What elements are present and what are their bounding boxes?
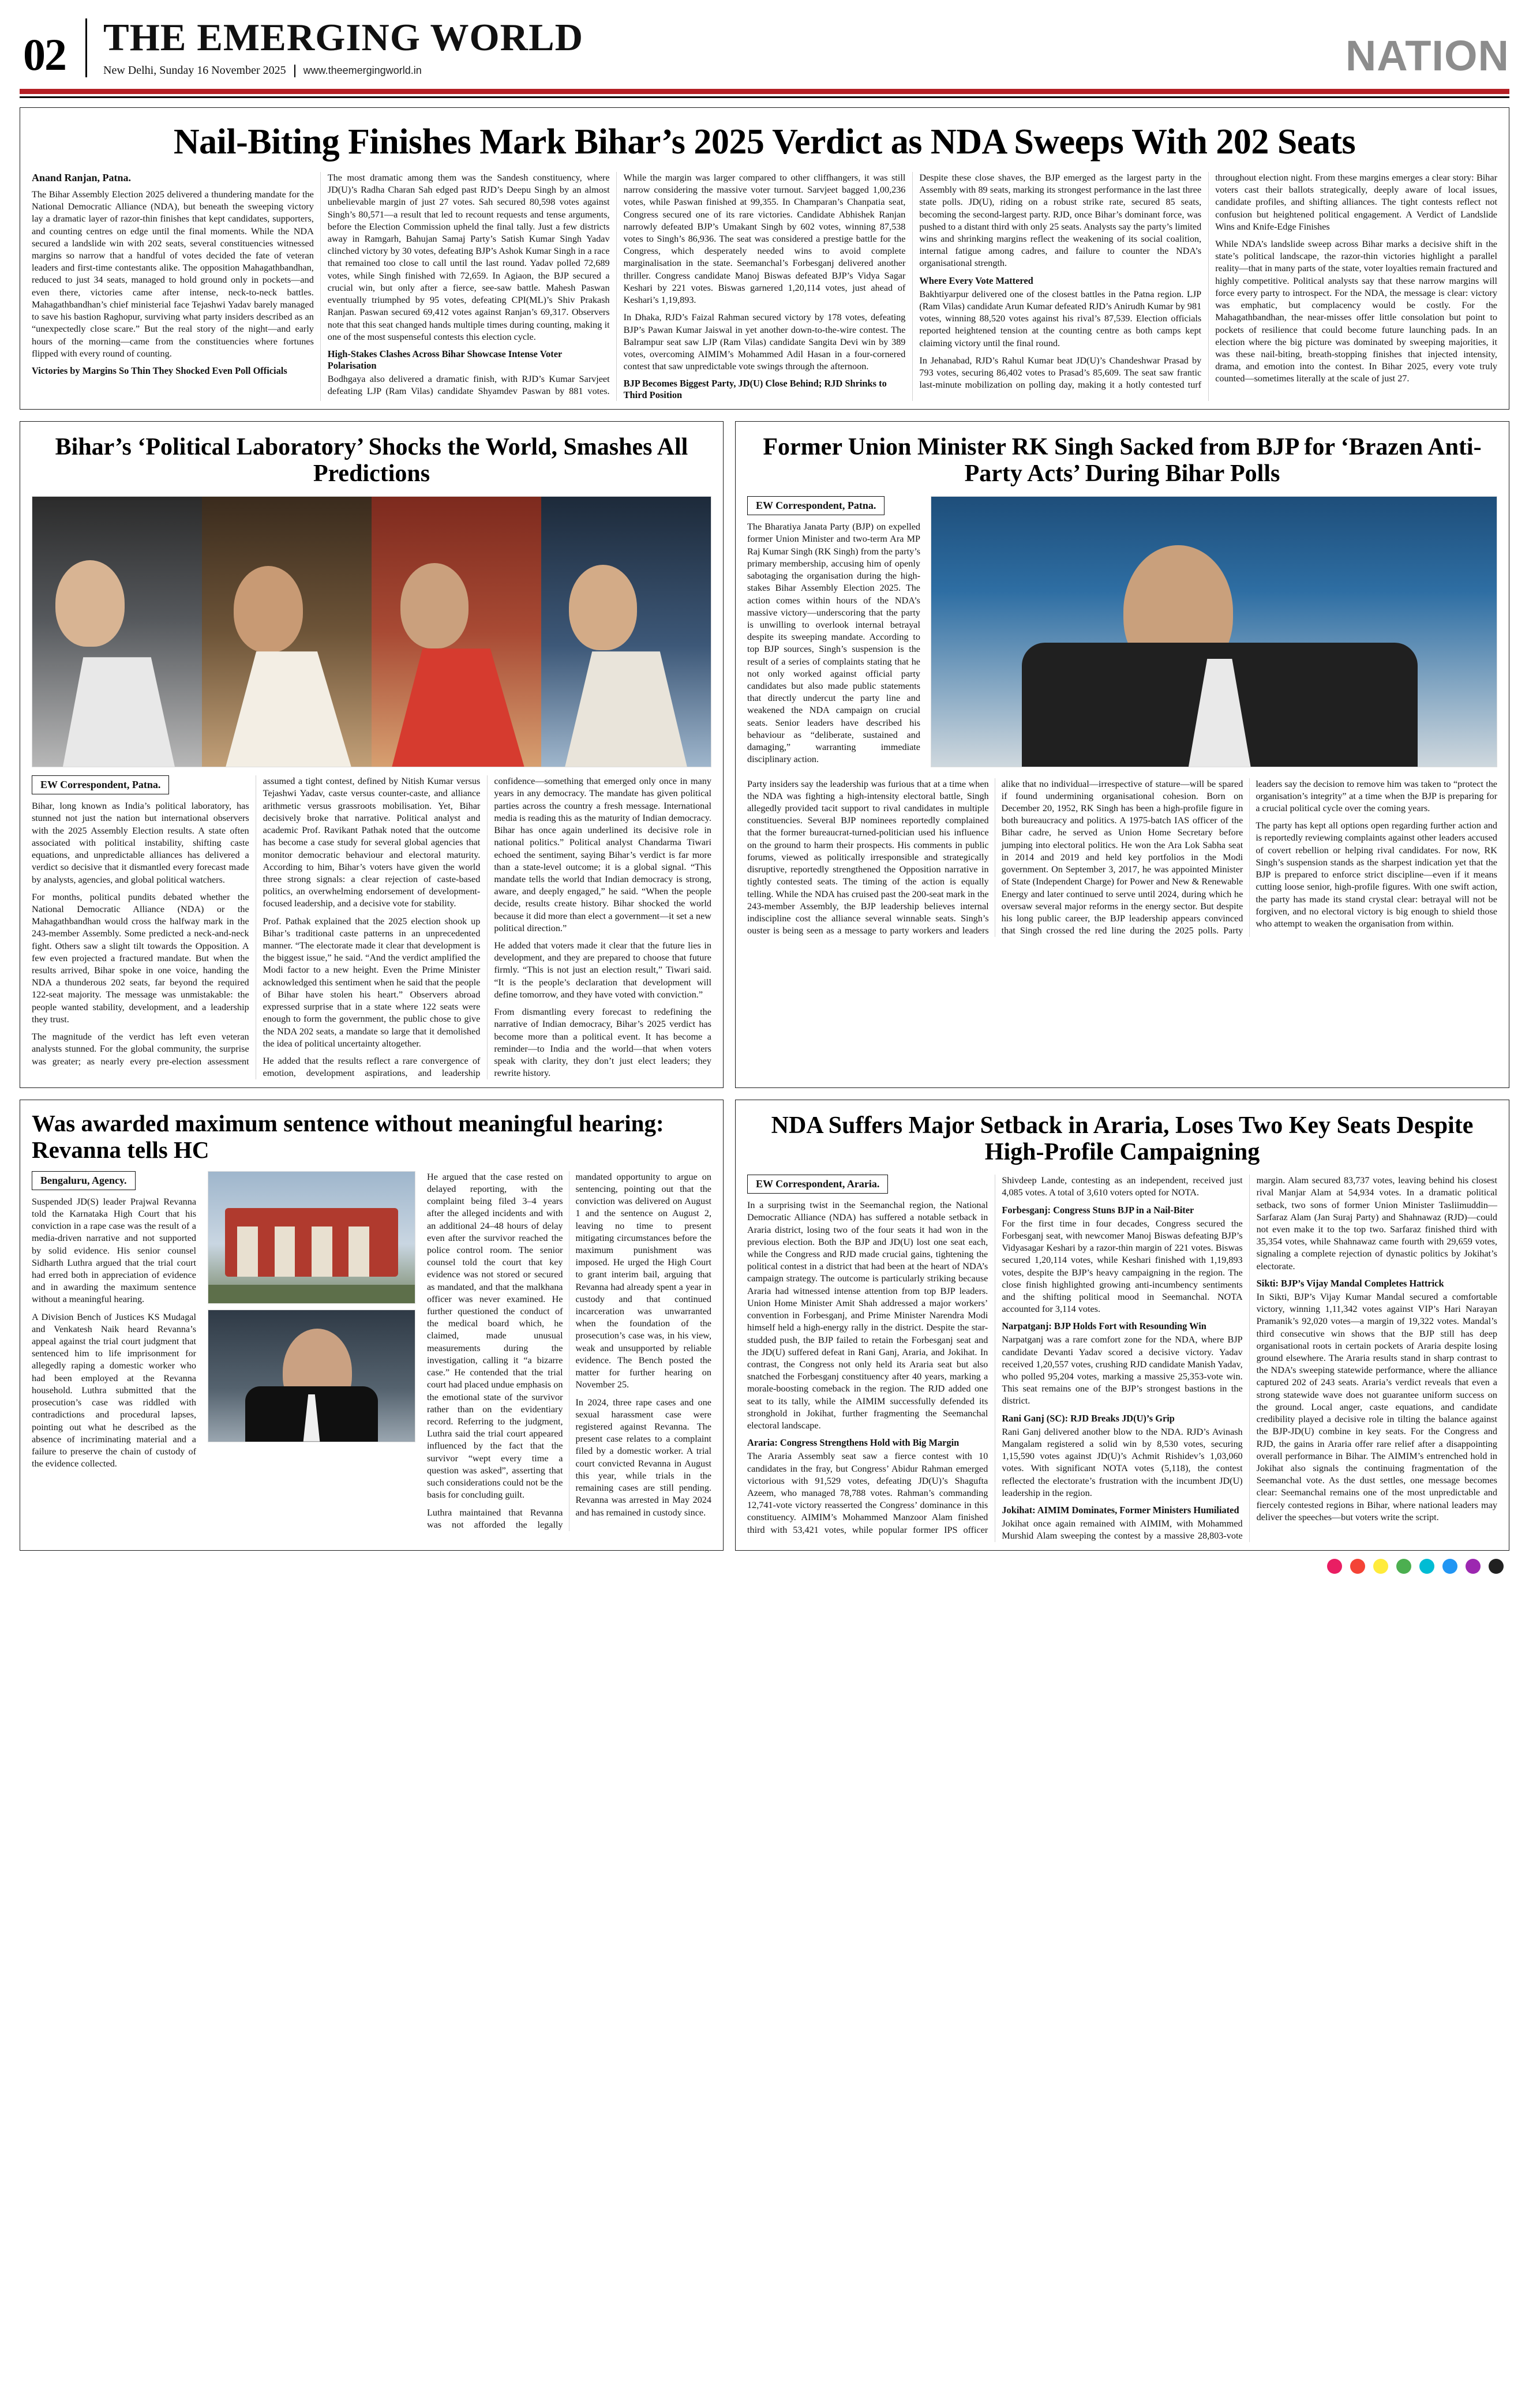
laboratory-body	[32, 775, 711, 1079]
photo-karnataka-high-court	[208, 1171, 415, 1304]
paragraph: Despite these close shaves, the BJP emerged as the largest party in the Assembly with 89 seats, marking its strongest performance in the last three state polls. JD(U), riding on a robust strike rate, secured 85 seats, becoming the second-largest party. RJD, once Bihar’s dominant force, was pushed to a distant third with only 25 seats. Analysts say the party’s limited wins and shrinking margins reflect the weakening of its social coalition, internal fatigue among cadres, and failure to counter the NDA’s organisational strength.	[919, 172, 1202, 269]
paragraph: While NDA’s landslide sweep across Bihar marks a decisive shift in the state’s political landscape, the razor-thin victories highlight a parallel reality—that in many parts of the state, voter loyalties remain fractured and highly competitive. Political analysts say that these narrow margins will force every party to introspect. For the NDA, the message is clear: victory was emphatic, but complacency would be costly. For the Mahagathbandhan, the near-misses offer little consolation but point to pockets of resilience that could become future launching pads. In an election where the big picture was dominated by sweeping majorities, it was these nail-biting, breath-stopping finishes that injected intensity, drama, and emotion into the contest. In Bihar 2025, every vote truly counted—sometimes literally at the scale of just 27.	[1215, 239, 1497, 384]
rk-singh-byline: EW Correspondent, Patna.	[747, 496, 885, 515]
paragraph: In a surprising twist in the Seemanchal region, the National Democratic Alliance (NDA) has suffered a notable setback in Araria district, losing two of the four seats it had won in the previous election. Both the BJP and JD(U) lost one seat each, while the Congress and RJD made crucial gains, tightening the political contest in a district that had been at the heart of NDA’s campaign strategy. The outcome is particularly striking because Araria had witnessed intense attention from top BJP leaders. Union Home Minister Amit Shah addressed a major workers’ convention in Forbesganj, and Prime Minister Narendra Modi himself held a high-energy rally in the district. Despite the star-studded push, the BJP failed to retain the Forbesganj seat and the JD(U) suffered defeat in Rani Ganj, Araria, and Jokihat. In contrast, the Congress not only held its Araria seat but also snatched the Forbesganj constituency after 40 years, marking a morale-boosting comeback in the region. The RJD added one seat to its tally, while the AIMIM successfully defended its stronghold in Jokihat, further fragmenting the Seemanchal electoral landscape.	[747, 1200, 988, 1431]
subheading: Jokihat: AIMIM Dominates, Former Ministers Humiliated	[1002, 1505, 1239, 1516]
paragraph: In Dhaka, RJD’s Faizal Rahman secured victory by 178 votes, defeating BJP’s Pawan Kumar Jaiswal in yet another down-to-the-wire contest. The Balrampur seat saw LJP (Ram Vilas) candidate Sangita Devi win by 389 votes, overcoming AIMIM’s Mohammed Adil Hasan in a four-cornered contest that saw unpredictable vote swings through the afternoon.	[623, 312, 906, 372]
paragraph: He argued that the case rested on delayed reporting, with the complaint being filed 3–4 years after the alleged incidents and with an additional 24–48 hours of delay even after the survivor reached the police control room. The senior counsel told the court that key evidence was not stored or secured as mandated, and that the malkhana officer was never examined. He further questioned the conduct of the medical board which, he claimed, made unusual measurements during the investigation, calling it “a bizarre case.” He contended that the trial court had placed undue emphasis on the emotional state of the survivor rather than on the evidentiary record. Referring to the judgment, Luthra said the trial court appeared influenced by the fact that the survivor “wept every time a question was asked”, asserting that such considerations could not be the basis for concluding guilt.	[427, 1171, 563, 1501]
revanna-grid	[32, 1171, 711, 1531]
masthead-rule-black	[20, 96, 1509, 98]
registration-dot	[1466, 1559, 1481, 1574]
paragraph: In 2024, three rape cases and one sexual harassment case were registered against Revanna. The present case relates to a complaint filed by a domestic worker. A trial court convicted Revanna in August this year, while trials in the remaining cases are still pending. Revanna was arrested in May 2024 and has remained in custody since.	[575, 1397, 711, 1518]
paragraph: The most dramatic among them was the Sandesh constituency, where JD(U)’s Radha Charan Sah edged past RJD’s Deepu Singh by an almost unbelievable margin of just 27 votes. Sah secured 80,598 votes against Singh’s 80,571—a result that led to recount requests and tense arguments, before the Election Commission upheld the final tally. Just a few districts away in Ramgarh, Bahujan Samaj Party’s Satish Kumar Singh Yadav clinched victory by 30 votes, defeating BJP’s Ashok Kumar Singh in a race that remained too close to call until the last round. Yadav polled 72,689 votes, while Singh finished with 72,659. In Agiaon, the BJP secured a crucial win, but only after a fierce, see-saw battle. Mahesh Paswan eventually triumphed by 95 votes, defeating CPI(ML)’s Shiv Prakash Ranjan. Paswan secured 69,412 votes against Ranjan’s 69,317. Observers note that this seat changed hands multiple times during counting, making it one of the most suspenseful contests this election cycle.	[327, 172, 610, 342]
registration-dot	[1350, 1559, 1365, 1574]
rk-singh-lead-column	[747, 496, 920, 771]
rk-singh-body	[747, 778, 1497, 937]
paragraph: Bihar, long known as India’s political laboratory, has stunned not just the nation but international observers with the 2025 Assembly Election results. A state often associated with political instability, shifting caste equations, and unpredictable alliances has delivered a verdict so decisive that it dismantled every forecast made by analysts, agencies, and global political watchers.	[32, 801, 249, 885]
photo-tejashwi-yadav	[202, 497, 372, 767]
paragraph: In Jehanabad, RJD’s Rahul Kumar beat JD(U)’s Chandeshwar Prasad by 793 votes, securing 86,402 votes to Prasad’s 85,609. The seat saw frantic last-minute mobilization on polling day, making it a hotly contested turf throughout election night. From these margins emerges a clear story: Bihar voters cast their ballots strategically, deeply aware of local issues, candidate profiles, and shifting alliances. The tight contests reflect not confusion but heightened political engagement. A Verdict of Landslide Wins and Knife-Edge Finishes	[919, 172, 1497, 391]
paragraph: The Bihar Assembly Election 2025 delivered a thundering mandate for the National Democratic Alliance (NDA), but beneath the sweeping victory lay a dramatic layer of razor-thin finishes that kept candidates, supporters, and counting centres on edge until the final moments. While the NDA secured a landslide win with 202 seats, several constituencies witnessed margins so narrow that a handful of votes decided the fate of veteran leaders and first-time contestants alike. The opposition Mahagathbandhan, reduced to just 34 seats, managed to hold ground only in pockets—and even there, victories came after intense, neck-to-neck battles. Mahagathbandhan’s chief ministerial face Tejashwi Yadav barely managed to save his bastion Raghopur, surviving what party insiders described as an “unexpectedly close scare.” But the real story of the night—and early hours of the morning—came from the constituencies where fortunes flipped with every round of counting.	[32, 189, 314, 359]
divider	[294, 65, 295, 77]
page-folio: 02	[23, 29, 66, 80]
masthead-center	[85, 18, 583, 77]
lead-byline: Anand Ranjan, Patna.	[32, 171, 132, 183]
lead-body	[32, 172, 1497, 402]
rk-singh-top	[747, 496, 1497, 771]
photo-rk-singh	[931, 496, 1497, 767]
laboratory-byline: EW Correspondent, Patna.	[32, 775, 169, 794]
subheading: High-Stakes Clashes Across Bihar Showcase Intense Voter Polarisation	[327, 348, 562, 372]
registration-dot	[1373, 1559, 1388, 1574]
rk-singh-story	[735, 421, 1509, 1088]
laboratory-story	[20, 421, 724, 1088]
leaders-photo-strip	[32, 496, 711, 767]
section-title: NATION	[1345, 31, 1509, 80]
paragraph: He added that the results reflect a rare convergence of emotion, development aspirations, and leadership confidence—something that emerged only once in many years in any democracy. The mandate has given political parties across the country a fresh message. International media is reading this as the maturity of Indian democracy. Bihar has once again underlined its decisive role in national politics.” Political analyst Chandarma Tiwari echoed the sentiment, saying Bihar’s verdict is far more than a state-level outcome; it is a global signal. “This mandate tells the world that Indian democracy is strong, aware, and deeply engaged,” he said. “When the people decide, results create history. Bihar shocked the world because it did more than elect a government—it set a new political direction.”	[263, 776, 711, 1079]
place-date: New Delhi, Sunday 16 November 2025	[103, 64, 286, 77]
revanna-byline: Bengaluru, Agency.	[32, 1171, 136, 1190]
rk-singh-headline: Former Union Minister RK Singh Sacked from BJP for ‘Brazen Anti-Party Acts’ During Bihar Polls	[763, 434, 1482, 487]
paragraph: Narpatganj was a rare comfort zone for the NDA, where BJP candidate Devanti Yadav scored a decisive victory. Yadav received 1,20,557 votes, crushing RJD candidate Manish Yadav, who polled 95,204 votes, marking a massive 25,353-vote win. This seat remains one of the BJP’s strongest bastions in the district.	[1002, 1334, 1243, 1406]
registration-dot	[1327, 1559, 1342, 1574]
photo-prajwal-revanna	[208, 1310, 415, 1442]
lead-story	[20, 107, 1509, 410]
araria-headline: NDA Suffers Major Setback in Araria, Loses Two Key Seats Despite High-Profile Campaigning	[771, 1112, 1474, 1165]
masthead-subline	[103, 64, 583, 77]
paragraph: Bodhgaya also delivered a dramatic finish, with RJD’s Kumar Sarvjeet defeating LJP (Ram Vilas) candidate Shyamdev Paswan by 881 votes. While the margin was larger compared to other cliffhangers, it was still narrow considering the massive voter turnout. Sarvjeet bagged 1,00,236 votes, while Paswan finished at 99,355. In Champaran’s Chanpatia seat, Congress secured one of its rare victories. Candidate Abhishek Ranjan narrowly defeated BJP’s Umakant Singh by 602 votes, winning 87,538 votes to Singh’s 86,936. The seat was considered a prestige battle for the Congress, which desperately needed wins to avoid complete marginalisation in the state. Seemanchal’s Forbesganj delivered another thriller. Congress candidate Manoj Biswas defeated BJP’s Vidya Sagar Keshari by 221 votes. Biswas garnered 1,20,114 votes, just ahead of Keshari’s 1,19,893.	[327, 172, 906, 397]
paragraph: A Division Bench of Justices KS Mudagal and Venkatesh Naik heard Revanna’s appeal against the trial court judgment that sentenced him to life imprisonment for allegedly raping a domestic worker who had been employed at the Revanna household. Luthra submitted that the prosecution’s case was riddled with contradictions and procedural lapses, pointing out what he described as the absence of incriminating material and a failure to preserve the chain of custody of the evidence collected.	[32, 1311, 196, 1469]
paragraph: Prof. Pathak explained that the 2025 election shook up Bihar’s traditional caste patterns in an unprecedented manner. “The electorate made it clear that development is the biggest issue,” he said. “And the verdict amplified the Modi factor to a new height. Even the Prime Minister acknowledged this sentiment when he said that the people of Bihar have stolen his heart.” Observers abroad expressed surprise that in a state where 122 seats were enough to form the government, the public chose to give the NDA 202 seats, a mandate so large that it demolished the idea of political uncertainty altogether.	[263, 916, 481, 1049]
paragraph: The Bharatiya Janata Party (BJP) on expelled former Union Minister and two-term Ara MP Raj Kumar Singh (RK Singh) from the party’s primary membership, accusing him of openly sabotaging the organisation during the high-stakes Bihar Assembly Election 2025. The action comes within hours of the NDA’s massive victory—underscoring that the party is unwilling to overlook internal betrayal despite its sweeping mandate. According to top BJP sources, Singh’s suspension is the result of a series of complaints stating that he not only worked against official party candidates but also made public statements that directly undercut the party line and weakened the NDA campaign on crucial seats. Senior leaders have described his behaviour as “deliberate, sustained and damaging,” warranting immediate disciplinary action.	[747, 522, 920, 765]
subheading: Forbesganj: Congress Stuns BJP in a Nail-Biter	[1002, 1204, 1194, 1216]
subheading: Narpatganj: BJP Holds Fort with Resounding Win	[1002, 1321, 1206, 1332]
paragraph: For the first time in four decades, Congress secured the Forbesganj seat, with newcomer Manoj Biswas defeating BJP’s Vidyasagar Keshari by a razor-thin margin of 221 votes. Biswas secured 1,20,114 votes, while Keshari finished with 1,19,893 votes, despite the BJP’s heavy campaigning in the region. The close finish highlighted growing anti-incumbency sentiments and the shifting political mood in Seemanchal. NOTA accounted for 3,114 votes.	[1002, 1218, 1243, 1315]
paragraph: He added that voters made it clear that the future lies in development, and they are prepared to choose that future firmly. “This is not just an election result,” Tiwari said. “It is the people’s declaration that development will define tomorrow, and they have voted with conviction.”	[494, 940, 711, 1000]
photo-rahul-gandhi	[372, 497, 541, 767]
registration-dot	[1489, 1559, 1504, 1574]
paragraph: From dismantling every forecast to redefining the narrative of Indian democracy, Bihar’s 2025 verdict has become more than a political event. It has become a reminder—to India and the world—that when voters speak with clarity, they don’t just elect leaders; they rewrite history.	[494, 1007, 711, 1079]
revanna-photos	[208, 1171, 415, 1531]
paragraph: In Sikti, BJP’s Vijay Kumar Mandal secured a comfortable victory, winning 1,11,342 votes against VIP’s Hari Narayan Pramanik’s 92,020 votes—a margin of 19,322 votes. Mandal’s third consecutive win shows that the BJP still has deep organisational roots in certain pockets of Araria despite losing ground elsewhere. The Araria results stand in sharp contrast to the NDA’s sweeping statewide performance, where the alliance captured 202 of 243 seats. Araria’s verdict reveals that even a strong statewide wave does not guarantee uniform success on the ground. Local anger, caste equations, and candidate credibility played a decisive role in tilting the balance against the BJP-JD(U) combine in key seats. For the Congress and RJD, the gains in Araria offer rare relief after a disappointing overall performance in Bihar. The AIMIM’s entrenched hold in Jokihat also signals the continuing fragmentation of the Seemanchal vote. As the dust settles, one message becomes clear: Seemanchal remains one of the most unpredictable and fiercely contested regions in Bihar, where national leaders may deliver the speeches—but voters write the script.	[1256, 1291, 1497, 1522]
registration-dot	[1442, 1559, 1457, 1574]
paragraph: Bakhtiyarpur delivered one of the closest battles in the Patna region. LJP (Ram Vilas) candidate Arun Kumar defeated RJD’s Anirudh Kumar by 981 votes, winning 88,520 votes against his rival’s 87,539. Election officials reported heightened tension at the counting centre as both camps kept claiming victory until the final round.	[919, 288, 1202, 348]
registration-dot	[1396, 1559, 1411, 1574]
revanna-story	[20, 1100, 724, 1551]
newspaper-title: THE EMERGING WORLD	[103, 16, 584, 59]
paragraph: Jokihat once again remained with AIMIM, with Mohammed Murshid Alam sweeping the contest by a massive 28,803-vote margin. Alam secured 83,737 votes, leaving behind his closest rival Manjar Alam at 54,934 votes. In a dramatic political setback, two sons of former Union Minister Tasliimuddin—Sarfaraz Alam (Jan Suraj Party) and Shahnawaz (RJD)—could not even make it to the top two. Sarfaraz finished third with 35,354 votes, while Shahnawaz came fourth with 29,659 votes, signaling a complete rejection of dynastic politics by Jokihat’s electorate.	[1002, 1175, 1497, 1541]
paragraph: The Araria Assembly seat saw a fierce contest with 10 candidates in the fray, but Congress’ Abidur Rahman emerged victorious with 91,529 votes, defeating JD(U)’s Shagufta Azeem, who managed 78,788 votes. Rahman’s commanding 12,741-vote victory reasserted the Congress’ dominance in this constituency. AIMIM’s Mohammed Manzoor Alam finished third with 53,421 votes, while popular former IPS officer Shivdeep Lande, contesting as an independent, received just 4,085 votes. A total of 3,610 voters opted for NOTA.	[747, 1175, 1243, 1535]
revanna-headline: Was awarded maximum sentence without meaningful hearing: Revanna tells HC	[32, 1110, 664, 1163]
araria-story	[735, 1100, 1509, 1551]
subheading: Sikti: BJP’s Vijay Mandal Completes Hattrick	[1256, 1277, 1444, 1289]
paragraph: Party insiders say the leadership was furious that at a time when the NDA was fighting a high-intensity electoral battle, Singh allegedly provided tacit support to rival candidates in multiple constituencies. Several BJP nominees reportedly complained that the former bureaucrat-turned-politician used his influence on the ground to harm their prospects. His comments in public forums, viewed as politically irresponsible and strategically disruptive, reportedly strengthened the Opposition narrative in tightly contested seats. The timing of the action is equally telling. While the NDA has cruised past the 200-seat mark in the 243-member Assembly, the BJP leadership believes internal indiscipline cost the alliance several winnable seats. Singh’s ouster is being seen as a message to party workers and leaders alike that no individual—irrespective of stature—will be spared if found undermining organisational cohesion. Born on December 20, 1952, RK Singh has been a high-profile figure in both bureaucracy and politics. A 1975-batch IAS officer of the Bihar cadre, he served as Union Home Secretary before jumping into electoral politics. He won the Ara Lok Sabha seat in 2014 and 2019 and held key portfolios in the Modi government. On September 3, 2017, he was appointed Minister of State (Independent Charge) for Power and New & Renewable Energy and later continued to serve until 2024, during which he oversaw several major reforms in the energy sector. But despite his long public career, the BJP leadership appears convinced that Singh crossed the red line during the 2025 polls. Party leaders say the decision to remove him was taken to “protect the organisation’s integrity” at a time when the BJP is preparing for a crucial political cycle over the coming years.	[747, 778, 1497, 936]
website-url[interactable]: www.theemergingworld.in	[303, 65, 422, 76]
photo-nitish-kumar	[32, 497, 202, 767]
photo-prashant-kishor	[541, 497, 711, 767]
subheading: Araria: Congress Strengthens Hold with Big Margin	[747, 1437, 960, 1449]
registration-dot	[1419, 1559, 1434, 1574]
paragraph: Rani Ganj delivered another blow to the NDA. RJD’s Avinash Mangalam registered a solid win by 8,530 votes, securing 1,15,590 votes against JD(U)’s Achmit Rishidev’s 1,03,060 votes. With significant NOTA votes (5,118), the contest reflected the electorate’s frustration with the incumbent JD(U) leadership in the region.	[1002, 1426, 1243, 1498]
subheading: Where Every Vote Mattered	[919, 275, 1033, 286]
print-registration-dots	[20, 1551, 1509, 1577]
masthead-rule-red	[20, 89, 1509, 94]
lead-headline: Nail-Biting Finishes Mark Bihar’s 2025 Verdict as NDA Sweeps With 202 Seats	[173, 122, 1356, 162]
subheading: Rani Ganj (SC): RJD Breaks JD(U)’s Grip	[1002, 1412, 1175, 1424]
masthead	[20, 15, 1509, 83]
masthead-right	[1345, 31, 1509, 80]
paragraph: The magnitude of the verdict has left even veteran analysts stunned. For the global community, the surprise was greater; as nearly every pre-election assessment assumed a tight contest, defined by Nitish Kumar versus Tejashwi Yadav, caste versus counter-caste, and alliance arithmetic versus grassroots mobilisation. Yet, Bihar decisively broke that narrative. Political analyst and academic Prof. Ravikant Pathak noted that the outcome has become a case study for several global agencies that monitor democratic behaviour and electoral maturity. According to him, Bihar’s voters have given the world three strong signals: a clear rejection of caste-based politics, an overwhelming endorsement of development-focused leadership, and a decisive vote for stability.	[32, 776, 481, 1067]
paragraph: Suspended JD(S) leader Prajwal Revanna told the Karnataka High Court that his conviction in a rape case was the result of a media-driven narrative and not supported by solid evidence. His senior counsel Sidharth Luthra argued that the trial court had erred both in appreciation of evidence and in awarding the maximum sentence without a meaningful hearing.	[32, 1196, 196, 1305]
revanna-first-column	[32, 1171, 196, 1531]
second-band	[20, 421, 1509, 1088]
revanna-body	[427, 1171, 711, 1531]
third-band	[20, 1100, 1509, 1551]
laboratory-headline: Bihar’s ‘Political Laboratory’ Shocks the World, Smashes All Predictions	[55, 434, 688, 487]
paragraph: The party has kept all options open regarding further action and is reportedly reviewing complaints against other leaders accused of covert rebellion or helping rival candidates. For now, RK Singh’s suspension stands as the sharpest indication yet that the BJP is prepared to enforce strict discipline—even if it means cutting loose senior, high-profile figures. With one swift action, the party has made its stand crystal clear: betrayal will not be forgiven, and no electoral victory is big enough to shield those who attempt to weaken the organisation from within.	[1256, 820, 1497, 929]
subheading: Victories by Margins So Thin They Shocked Even Poll Officials	[32, 365, 287, 377]
araria-byline: EW Correspondent, Araria.	[747, 1175, 888, 1194]
third-band-left-spacer	[20, 1100, 724, 1551]
paragraph: For months, political pundits debated whether the National Democratic Alliance (NDA) or the Mahagathbandhan would cross the halfway mark in the 243-member Assembly. Some predicted a neck-and-neck fight. Others saw a slight tilt towards the Opposition. A few even projected a fractured mandate. But when the results arrived, Bihar spoke in one voice, handing the NDA a thunderous 202 seats, far beyond the required 122-seat majority. The message was unmistakable: the people wanted stability, development, and a leadership they trust.	[32, 891, 249, 1025]
paragraph: Luthra maintained that Revanna was not afforded the legally mandated opportunity to argue on sentencing, pointing out that the conviction was delivered on August 1 and the sentence on August 2, leaving no time to present mitigating circumstances before the maximum punishment was imposed. He urged the High Court to grant interim bail, arguing that Revanna had already spent a year in custody and that continued incarceration was unwarranted when the foundation of the prosecution’s case was, in his view, weak and unsupported by reliable evidence. The Bench posted the matter for further hearing on November 25.	[427, 1171, 711, 1530]
araria-body	[747, 1175, 1497, 1542]
subheading: BJP Becomes Biggest Party, JD(U) Close Behind; RJD Shrinks to Third Position	[623, 378, 887, 401]
